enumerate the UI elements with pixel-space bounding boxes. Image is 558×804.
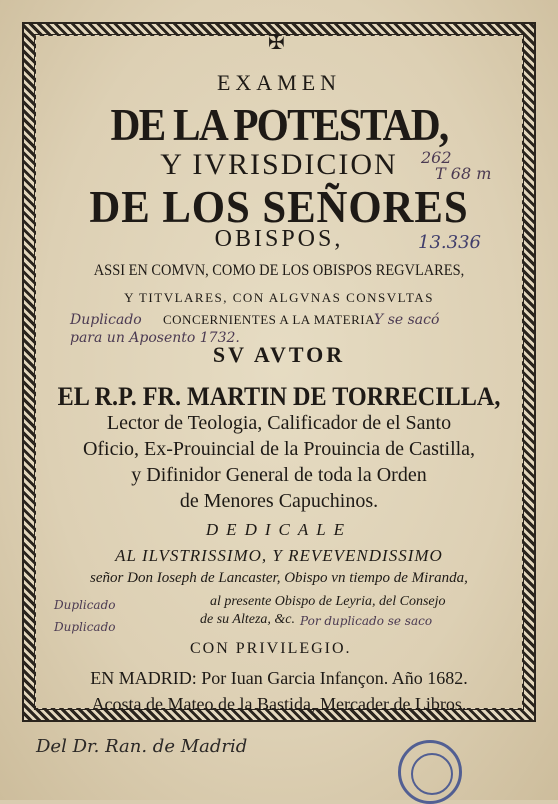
- shelfmark-1: 262: [421, 148, 452, 167]
- imprint-line: EN MADRID: Por Iuan Garcia Infançon. Año 1682.: [90, 668, 468, 688]
- subtitle-line-3: CONCERNIENTES A LA MATERIA.: [163, 312, 379, 327]
- author-heading: SV AVTOR: [212, 342, 346, 367]
- library-stamp: [398, 740, 462, 804]
- author-title-3: y Difinidor General de toda la Orden: [131, 464, 427, 486]
- privilege-line: CON PRIVILEGIO.: [190, 640, 352, 657]
- title-line-obispos: OBISPOS,: [214, 226, 344, 252]
- manuscript-note-3: para un Aposento 1732.: [70, 330, 240, 346]
- title-line-examen: EXAMEN: [216, 70, 342, 95]
- shelfmark-2: T 68 m: [435, 164, 492, 183]
- ownership-inscription: Del Dr. Ran. de Madrid: [36, 736, 248, 757]
- cross-ornament: ✠: [268, 32, 285, 54]
- dedication-line-4: de su Alteza, &c.: [200, 612, 296, 627]
- manuscript-note-1: Duplicado: [70, 312, 142, 328]
- subtitle-line-1: ASSI EN COMVN, COMO DE LOS OBISPOS REGVLARES,: [93, 262, 465, 279]
- author-title-1: Lector de Teologia, Calificador de el Santo: [106, 412, 452, 434]
- manuscript-note-6: Por duplicado se saco: [300, 614, 433, 628]
- title-line-potestad: DE LA POTESTAD,: [110, 99, 448, 150]
- manuscript-note-5: Duplicado: [54, 620, 116, 634]
- bookseller-line: Acosta de Mateo de la Bastida, Mercader de Libros.: [91, 694, 467, 714]
- dedication-line-3: al presente Obispo de Leyria, del Consejo: [210, 594, 446, 609]
- manuscript-note-4: Duplicado: [54, 598, 116, 612]
- dedication-line-1: AL ILVSTRISSIMO, Y REVEVENDISSIMO: [115, 546, 443, 565]
- dedication-line-2: señor Don Ioseph de Lancaster, Obispo vn tiempo de Miranda,: [90, 570, 468, 586]
- author-name: EL R.P. FR. MARTIN DE TORRECILLA,: [57, 382, 501, 411]
- subtitle-line-2: Y TITVLARES, CON ALGVNAS CONSVLTAS: [124, 290, 434, 305]
- title-line-senores: DE LOS SEÑORES: [89, 181, 469, 232]
- author-title-4: de Menores Capuchinos.: [179, 490, 379, 512]
- manuscript-note-2: Y se sacó: [374, 312, 440, 328]
- inventory-number: 13.336: [418, 232, 481, 253]
- author-title-2: Oficio, Ex-Prouincial de la Prouincia de Castilla,: [82, 438, 476, 460]
- title-line-jurisdicion: Y IVRISDICION: [160, 148, 398, 181]
- dedication-heading: DEDICALE: [205, 520, 353, 539]
